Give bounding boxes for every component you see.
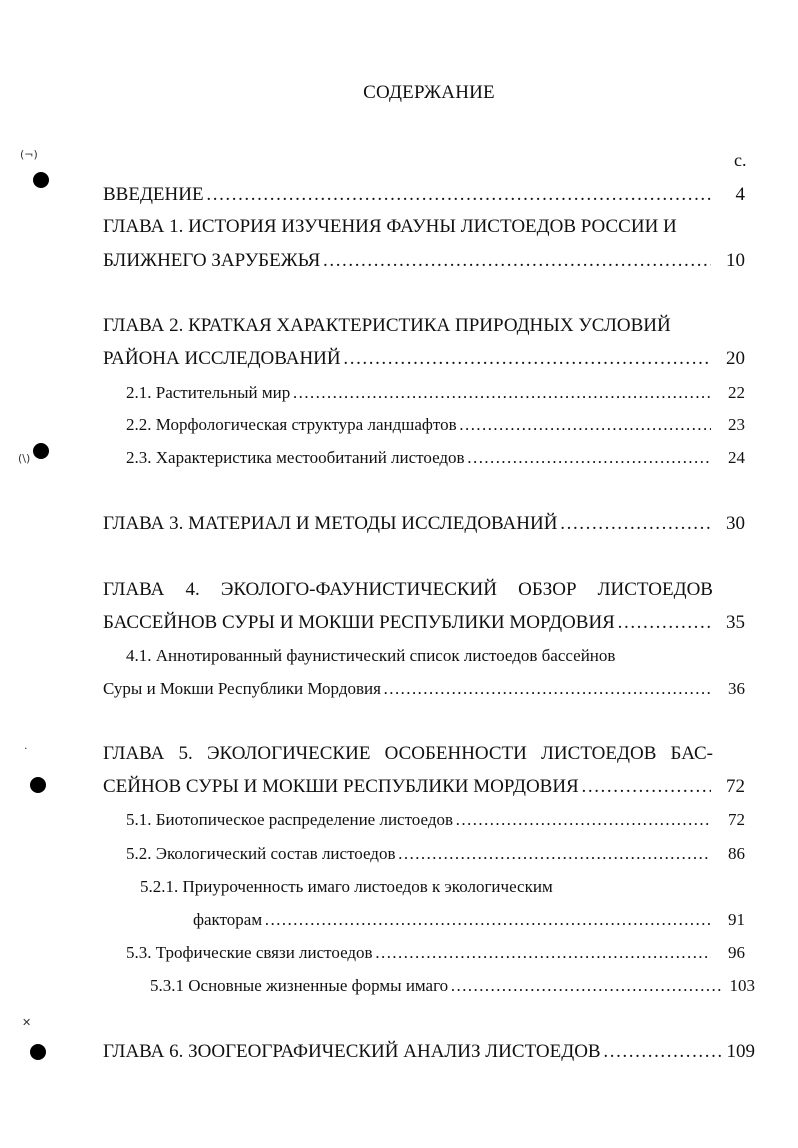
toc-page-number: 10 — [726, 250, 745, 271]
toc-page-number: 86 — [728, 844, 745, 863]
dot-leader — [603, 1040, 721, 1064]
toc-page-number: 24 — [728, 448, 745, 467]
toc-entry-s5-3[interactable] — [126, 941, 745, 965]
dot-leader — [459, 413, 711, 437]
toc-entry-s5-2-1[interactable] — [193, 908, 745, 932]
dot-leader — [343, 347, 711, 371]
toc-entry-s4-1[interactable] — [103, 677, 745, 701]
toc-entry-ch5[interactable] — [103, 775, 745, 799]
margin-mark: ✕ — [22, 1016, 32, 1029]
margin-mark: (¬) — [20, 148, 38, 161]
dot-leader — [559, 512, 711, 536]
toc-entry-s5-1[interactable] — [126, 808, 745, 832]
dot-leader — [322, 249, 711, 273]
margin-mark: · — [24, 742, 28, 755]
page-column-label: с. — [734, 150, 747, 170]
toc-entry-text: 2.1. Растительный мир — [126, 383, 291, 402]
toc-entry-text: Суры и Мокши Республики Мордовия — [103, 679, 381, 698]
toc-page-number: 103 — [729, 976, 755, 995]
word: ЭКОЛОГИЧЕСКИЕ — [206, 743, 371, 764]
dot-leader — [467, 446, 711, 470]
toc-entry-ch2[interactable] — [103, 347, 745, 371]
toc-entry-text: БАССЕЙНОВ СУРЫ И МОКШИ РЕСПУБЛИКИ МОРДОВИЯ — [103, 612, 615, 633]
word: ОБЗОР — [518, 579, 577, 600]
toc-entry-s4-1-line1[interactable]: 4.1. Аннотированный фаунистический список листоедов бассейнов — [126, 646, 616, 665]
dot-leader — [383, 677, 711, 701]
word: 5. — [178, 743, 193, 764]
toc-entry-text: ГЛАВА 6. ЗООГЕОГРАФИЧЕСКИЙ АНАЛИЗ ЛИСТОЕДОВ — [103, 1041, 601, 1062]
word: ЛИСТОЕДОВ — [597, 579, 713, 600]
toc-page-number: 35 — [726, 612, 745, 633]
toc-entry-text: 2.3. Характеристика местообитаний листоедов — [126, 448, 465, 467]
toc-entry-text: 5.3. Трофические связи листоедов — [126, 943, 373, 962]
toc-entry-text: ВВЕДЕНИЕ — [103, 184, 204, 205]
dot-leader — [617, 611, 711, 635]
toc-entry-s2-3[interactable] — [126, 446, 745, 470]
toc-entry-s2-2[interactable] — [126, 413, 745, 437]
word: 4. — [185, 579, 200, 600]
dot-leader — [292, 381, 711, 405]
word: ОСОБЕННОСТИ — [384, 743, 527, 764]
toc-entry-ch3[interactable] — [103, 512, 745, 536]
word: ЛИСТОЕДОВ — [541, 743, 657, 764]
toc-page-number: 30 — [726, 513, 745, 534]
toc-entry-ch6[interactable] — [103, 1040, 755, 1064]
dot-leader — [264, 908, 711, 932]
toc-entry-text: 5.1. Биотопическое распределение листоедов — [126, 810, 454, 829]
toc-entry-text: РАЙОНА ИССЛЕДОВАНИЙ — [103, 348, 341, 369]
toc-entry-text: БЛИЖНЕГО ЗАРУБЕЖЬЯ — [103, 250, 321, 271]
toc-entry-ch1-line1[interactable]: ГЛАВА 1. ИСТОРИЯ ИЗУЧЕНИЯ ФАУНЫ ЛИСТОЕДОВ РОССИИ И — [103, 216, 677, 237]
toc-entry-text: факторам — [193, 910, 263, 929]
punch-hole — [33, 172, 49, 188]
dot-leader — [206, 183, 711, 207]
toc-entry-text: 5.2. Экологический состав листоедов — [126, 844, 396, 863]
toc-page-number: 96 — [728, 943, 745, 962]
toc-entry-s5-3-1[interactable] — [150, 974, 755, 998]
word: ЭКОЛОГО-ФАУНИСТИЧЕСКИЙ — [220, 579, 497, 600]
punch-hole — [33, 443, 49, 459]
toc-entry-ch4[interactable] — [103, 611, 745, 635]
toc-entry-ch2-line1[interactable]: ГЛАВА 2. КРАТКАЯ ХАРАКТЕРИСТИКА ПРИРОДНЫХ УСЛОВИЙ — [103, 315, 671, 336]
word: ГЛАВА — [103, 743, 165, 764]
word: ГЛАВА — [103, 579, 165, 600]
toc-page-number: 91 — [728, 910, 745, 929]
toc-page-number: 36 — [728, 679, 745, 698]
dot-leader — [375, 941, 711, 965]
toc-entry-intro[interactable] — [103, 183, 745, 207]
punch-hole — [30, 777, 46, 793]
toc-entry-s5-2[interactable] — [126, 842, 745, 866]
toc-page-number: 72 — [728, 810, 745, 829]
toc-page-number: 4 — [735, 184, 745, 205]
toc-page-number: 22 — [728, 383, 745, 402]
toc-entry-s2-1[interactable] — [126, 381, 745, 405]
dot-leader — [581, 775, 711, 799]
word: БАС- — [670, 743, 713, 764]
toc-page-number: 23 — [728, 415, 745, 434]
page-title: СОДЕРЖАНИЕ — [363, 82, 495, 103]
toc-page-number: 72 — [726, 776, 745, 797]
toc-entry-text: СЕЙНОВ СУРЫ И МОКШИ РЕСПУБЛИКИ МОРДОВИЯ — [103, 776, 579, 797]
toc-entry-ch1[interactable] — [103, 249, 745, 273]
dot-leader — [455, 808, 711, 832]
toc-entry-s5-2-1-line1[interactable]: 5.2.1. Приуроченность имаго листоедов к экологическим — [140, 877, 553, 896]
dot-leader — [450, 974, 721, 998]
toc-entry-text: 5.3.1 Основные жизненные формы имаго — [150, 976, 449, 995]
toc-entry-ch4-line1[interactable] — [103, 578, 713, 602]
dot-leader — [397, 842, 711, 866]
toc-page-number: 109 — [726, 1041, 755, 1062]
margin-mark: (\) — [18, 452, 31, 465]
toc-entry-text: 2.2. Морфологическая структура ландшафтов — [126, 415, 457, 434]
toc-page-number: 20 — [726, 348, 745, 369]
punch-hole — [30, 1044, 46, 1060]
toc-entry-text: ГЛАВА 3. МАТЕРИАЛ И МЕТОДЫ ИССЛЕДОВАНИЙ — [103, 513, 558, 534]
toc-entry-ch5-line1[interactable] — [103, 742, 713, 766]
